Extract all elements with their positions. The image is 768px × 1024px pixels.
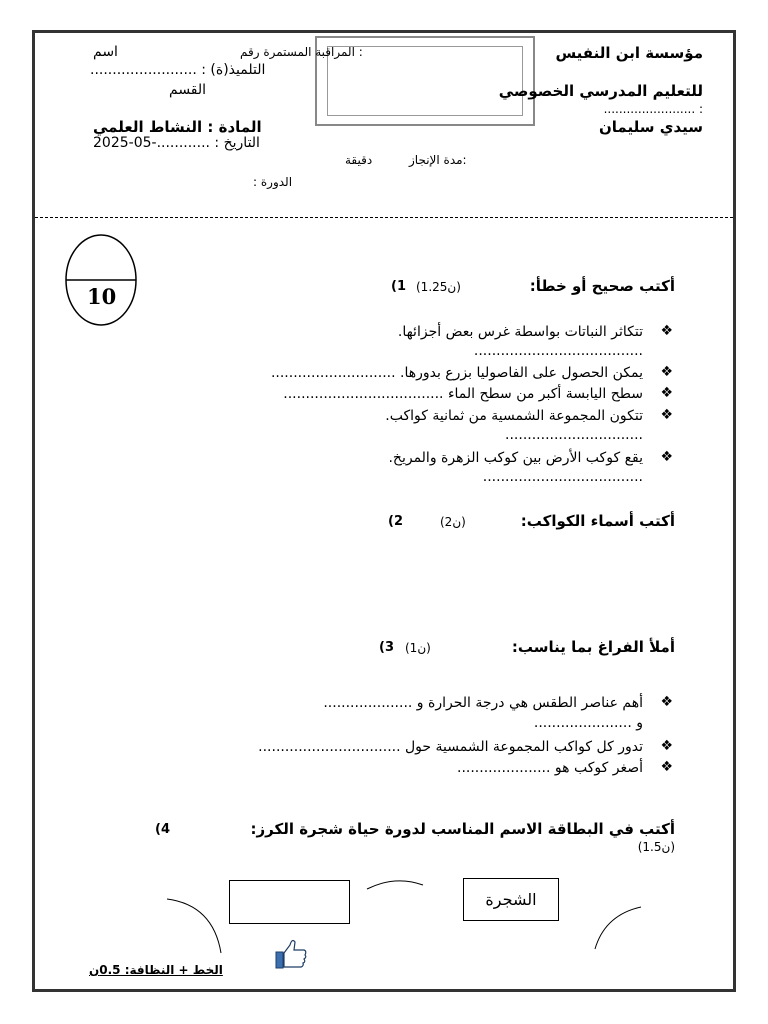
name-label: اسم bbox=[93, 44, 118, 60]
monitoring-label: المراقبة المستمرة رقم : bbox=[240, 45, 363, 59]
q3-title: أملأ الفراغ بما يناسب: bbox=[511, 638, 675, 656]
exam-sheet bbox=[32, 30, 736, 992]
q1-item-1: تتكاثر النباتات بواسطة غرس بعض أجزائها. ...................................... bbox=[397, 324, 643, 359]
handwriting-score: الخط + النظافة: 0.5ن bbox=[89, 963, 223, 977]
bullet-icon: ❖ bbox=[660, 323, 673, 339]
q2-number: (2 bbox=[388, 514, 403, 529]
date-line: التاريخ : ............-05-2025 bbox=[93, 135, 260, 151]
q2-points: (2ن) bbox=[440, 515, 466, 529]
institution-city: سيدي سليمان bbox=[599, 118, 703, 136]
bullet-icon: ❖ bbox=[660, 449, 673, 465]
bullet-icon: ❖ bbox=[660, 407, 673, 423]
dots-line: ........................ : bbox=[603, 102, 703, 116]
q3-item-1: أهم عناصر الطقس هي درجة الحرارة و .................... bbox=[323, 695, 643, 711]
q1-item-3: سطح اليابسة أكبر من سطح الماء .................................... bbox=[283, 386, 643, 402]
thumbs-up-icon bbox=[273, 937, 309, 971]
q4-number: (4 bbox=[155, 822, 170, 837]
q3-points: (1ن) bbox=[405, 641, 431, 655]
q3-item-2: تدور كل كواكب المجموعة الشمسية حول ................................ bbox=[258, 739, 643, 755]
student-line: ........................ : التلميذ(ة) bbox=[90, 62, 266, 78]
session-label: : الدورة bbox=[253, 175, 293, 189]
subject-label: المادة : النشاط العلمي bbox=[93, 118, 262, 136]
q3-item-3: أصغر كوكب هو ..................... bbox=[457, 760, 643, 776]
grade-oval bbox=[65, 233, 137, 327]
grade-total: 10 bbox=[87, 284, 117, 309]
q1-item-4: تتكون المجموعة الشمسية من ثمانية كواكب. ............................... bbox=[385, 408, 643, 443]
bullet-icon: ❖ bbox=[660, 385, 673, 401]
bullet-icon: ❖ bbox=[660, 738, 673, 754]
q4-title: أكتب في البطاقة الاسم المناسب لدورة حياة شجرة الكرز: bbox=[250, 820, 675, 838]
institution-type: للتعليم المدرسي الخصوصي bbox=[498, 82, 703, 100]
bullet-icon: ❖ bbox=[660, 759, 673, 775]
q1-number: (1 bbox=[391, 279, 406, 294]
bullet-icon: ❖ bbox=[660, 364, 673, 380]
q3-number: (3 bbox=[379, 640, 394, 655]
q1-points: (1.25ن) bbox=[416, 280, 461, 294]
institution-name: مؤسسة ابن النفيس bbox=[555, 44, 703, 62]
q2-title: أكتب أسماء الكواكب: bbox=[520, 512, 675, 530]
separator-line bbox=[35, 217, 733, 218]
q1-title: أكتب صحيح أو خطأ: bbox=[529, 277, 675, 295]
duration-label: مدة الإنجاز: bbox=[409, 153, 467, 167]
bullet-icon: ❖ bbox=[660, 694, 673, 710]
q1-item-2: يمكن الحصول على الفاصوليا بزرع بدورها. ............................ bbox=[270, 365, 643, 381]
q1-item-5: يقع كوكب الأرض بين كوكب الزهرة والمريخ. .................................... bbox=[388, 450, 643, 485]
card-tree: الشجرة bbox=[463, 878, 559, 921]
duration-unit: دقيقة bbox=[345, 153, 373, 167]
q3-item-1-cont: و ...................... bbox=[533, 715, 643, 731]
section-label: القسم bbox=[169, 82, 207, 98]
q4-points: (1.5ن) bbox=[637, 840, 675, 854]
lifecycle-arrows bbox=[35, 863, 735, 963]
